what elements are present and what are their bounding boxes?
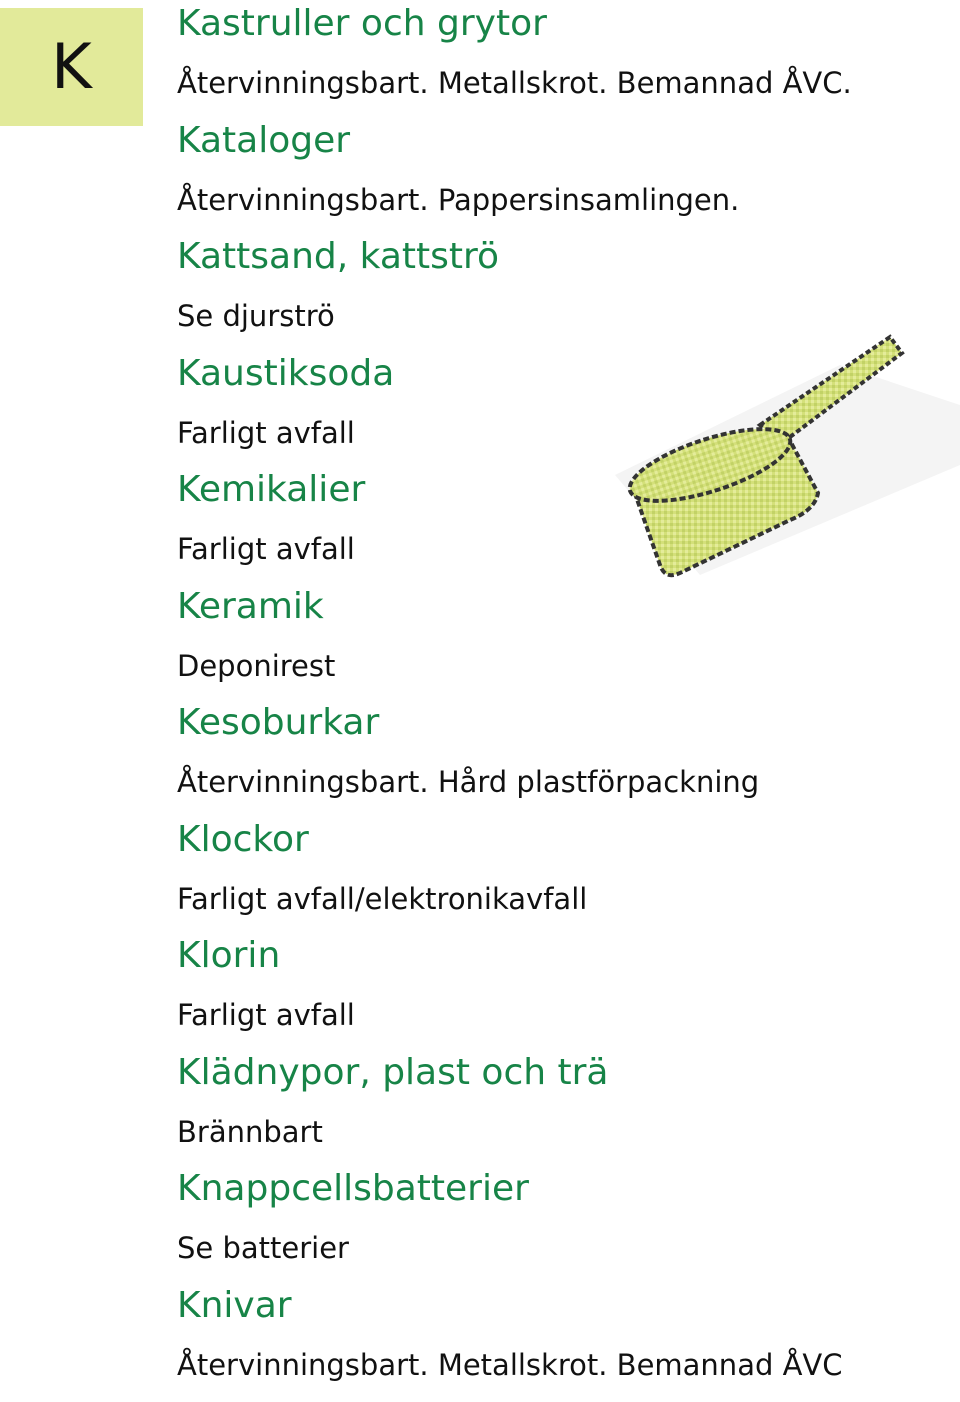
entry (177, 1286, 947, 1402)
entry-description: Farligt avfall (177, 532, 355, 566)
entry-title: Keramik (177, 587, 324, 627)
saucepan-illustration (610, 325, 960, 590)
entry (177, 936, 947, 1053)
entry-title: Kemikalier (177, 470, 365, 510)
entry-description: Farligt avfall (177, 416, 355, 450)
entry-description: Återvinningsbart. Pappersinsamlingen. (177, 183, 739, 217)
entry-description: Se djurströ (177, 299, 335, 333)
entry-title: Kesoburkar (177, 703, 379, 743)
entry (177, 1169, 947, 1286)
entry-title: Kaustiksoda (177, 354, 394, 394)
entry-title: Kastruller och grytor (177, 4, 547, 44)
entry-list (177, 4, 947, 1402)
entry-title: Klorin (177, 936, 280, 976)
entry-title: Klädnypor, plast och trä (177, 1053, 609, 1093)
entry-title: Knivar (177, 1286, 292, 1326)
section-letter-tab (0, 8, 143, 126)
entry-description: Se batterier (177, 1231, 349, 1265)
entry-title: Knappcellsbatterier (177, 1169, 529, 1209)
entry-description: Återvinningsbart. Hård plastförpackning (177, 765, 759, 799)
entry-description: Deponirest (177, 649, 335, 683)
entry-title: Kattsand, kattströ (177, 237, 499, 277)
entry-description: Farligt avfall (177, 998, 355, 1032)
entry-description: Farligt avfall/elektronikavfall (177, 882, 587, 916)
entry (177, 587, 947, 704)
section-letter: K (51, 36, 92, 98)
entry (177, 703, 947, 820)
entry-title: Kataloger (177, 121, 350, 161)
entry (177, 4, 947, 121)
entry-description: Återvinningsbart. Metallskrot. Bemannad ÅVC (177, 1348, 843, 1382)
entry-title: Klockor (177, 820, 309, 860)
entry (177, 1053, 947, 1170)
entry-description: Återvinningsbart. Metallskrot. Bemannad ÅVC. (177, 66, 852, 100)
entry-description: Brännbart (177, 1115, 323, 1149)
entry (177, 121, 947, 238)
entry (177, 820, 947, 937)
